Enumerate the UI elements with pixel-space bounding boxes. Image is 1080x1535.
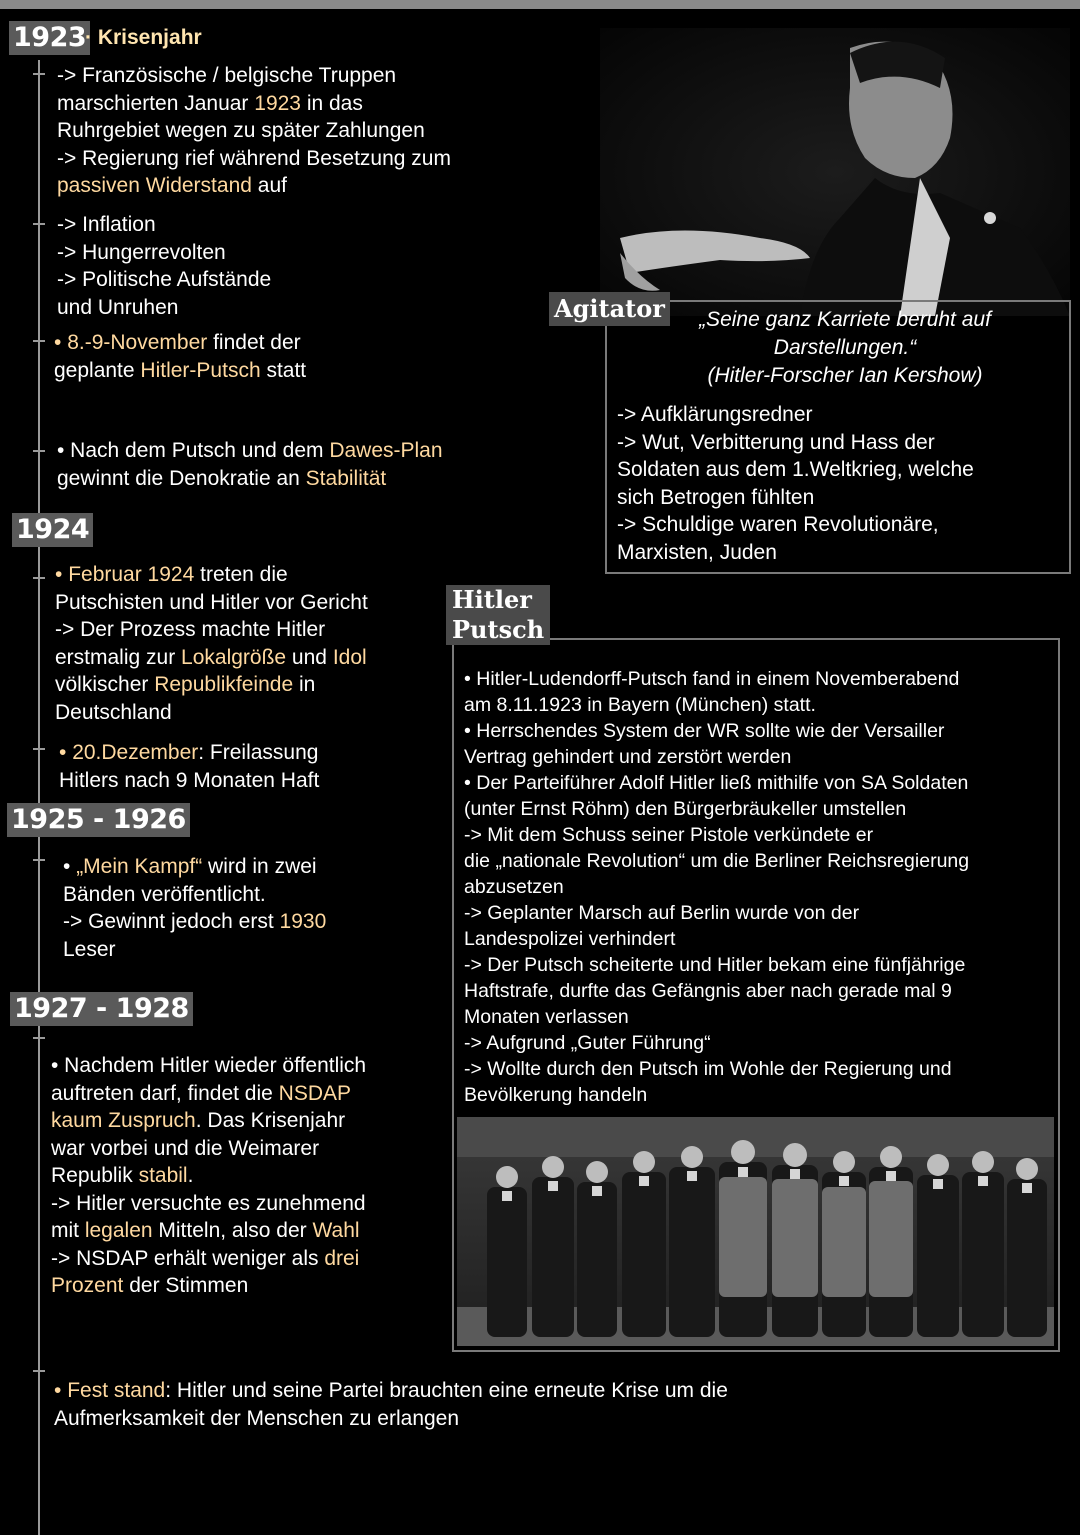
timeline-tick (33, 1037, 45, 1039)
hitler-putsch-label: Hitler Putsch (446, 585, 550, 645)
timeline-tick (33, 859, 45, 861)
timeline-tick (33, 748, 45, 750)
trial-group-photo (457, 1117, 1054, 1346)
release-note: • 20.Dezember: Freilassung Hitlers nach 9 Monaten Haft (59, 741, 320, 792)
hitler-putsch-text: • Hitler-Ludendorff-Putsch fand in einem Novemberabend am 8.11.1923 in Bayern (München) statt. • Herrschendes System der WR sollte wie der Versailler Vertrag gehindert und zerstört werden • Der Parteiführer Adolf Hitler ließ mithilfe von SA Soldaten (unter Ernst Röhm) den Bürgerbräukeller umstellen -> Mit dem Schuss seiner Pistole verkündete er die „nationale Revolution“ um die Berliner Reichsregierung abzusetzen -> Geplanter Marsch auf Berlin wurde von der Landespolizei verhindert -> Der Putsch scheiterte und Hitler bekam eine fünfjährige Haftstrafe, durfte das Gefängnis aber nach gerade mal 9 Monaten verlassen -> Aufgrund „Guter Führung“ -> Wollte durch den Putsch im Wohle der Regierung und Bevölkerung handeln (464, 668, 970, 1106)
timeline-tick (33, 340, 45, 342)
nsdap-support-note: • Nachdem Hitler wieder öffentlich auftreten darf, findet die NSDAP kaum Zuspruch. Das Krisenjahr war vorbei und die Weimarer Republik stabil. -> Hitler versuchte es zunehmend mit legalen Mitteln, also der Wahl -> NSDAP erhält weniger als drei Prozent der Stimmen (51, 1054, 367, 1297)
crisis-year-tag: · Krisenjahr (85, 26, 202, 49)
crisis-list: -> Inflation -> Hungerrevolten -> Politische Aufstände und Unruhen (57, 213, 272, 319)
timeline-tick (33, 577, 45, 579)
putsch-note: • 8.-9-November findet der geplante Hitler-Putsch statt (54, 331, 307, 382)
year-badge-1923: 1923 (9, 21, 90, 55)
timeline-tick (33, 450, 45, 452)
hitler-portrait-photo (600, 28, 1070, 316)
mein-kampf-note: • „Mein Kampf“ wird in zwei Bänden veröffentlicht. -> Gewinnt jedoch erst 1930 Leser (63, 855, 327, 961)
stability-note: • Nach dem Putsch und dem Dawes-Plan gewinnt die Denokratie an Stabilität (57, 439, 443, 490)
year-badge-1927-1928: 1927 - 1928 (10, 992, 193, 1026)
timeline-tick (33, 223, 45, 225)
agitator-points: -> Aufklärungsredner -> Wut, Verbitterung und Hass der Soldaten aus dem 1.Weltkrieg, welche sich Betrogen fühlten -> Schuldige waren Revolutionäre, Marxisten, Juden (617, 403, 974, 564)
agitator-label: Agitator (549, 292, 670, 326)
timeline-line (38, 60, 40, 1535)
conclusion-note: • Fest stand: Hitler und seine Partei brauchten eine erneute Krise um die Aufmerksamkeit der Menschen zu erlangen (54, 1379, 728, 1430)
year-badge-1925-1926: 1925 - 1926 (7, 803, 190, 837)
ruhr-occupation-text: -> Französische / belgische Truppen marschierten Januar 1923 in das Ruhrgebiet wegen zu später Zahlungen -> Regierung rief während Besetzung zum passiven Widerstand auf (57, 64, 451, 197)
timeline-tick (33, 73, 45, 75)
year-badge-1924: 1924 (12, 513, 93, 547)
trial-note: • Februar 1924 treten die Putschisten und Hitler vor Gericht -> Der Prozess machte Hitler erstmalig zur Lokalgröße und Idol völkischer Republikfeinde in Deutschland (55, 563, 368, 724)
top-bar (0, 0, 1080, 9)
kershaw-quote: „Seine ganz Karriete beruht auf Darstellungen.“ (Hitler-Forscher Ian Kershow) (699, 308, 991, 387)
timeline-tick (33, 1370, 45, 1372)
